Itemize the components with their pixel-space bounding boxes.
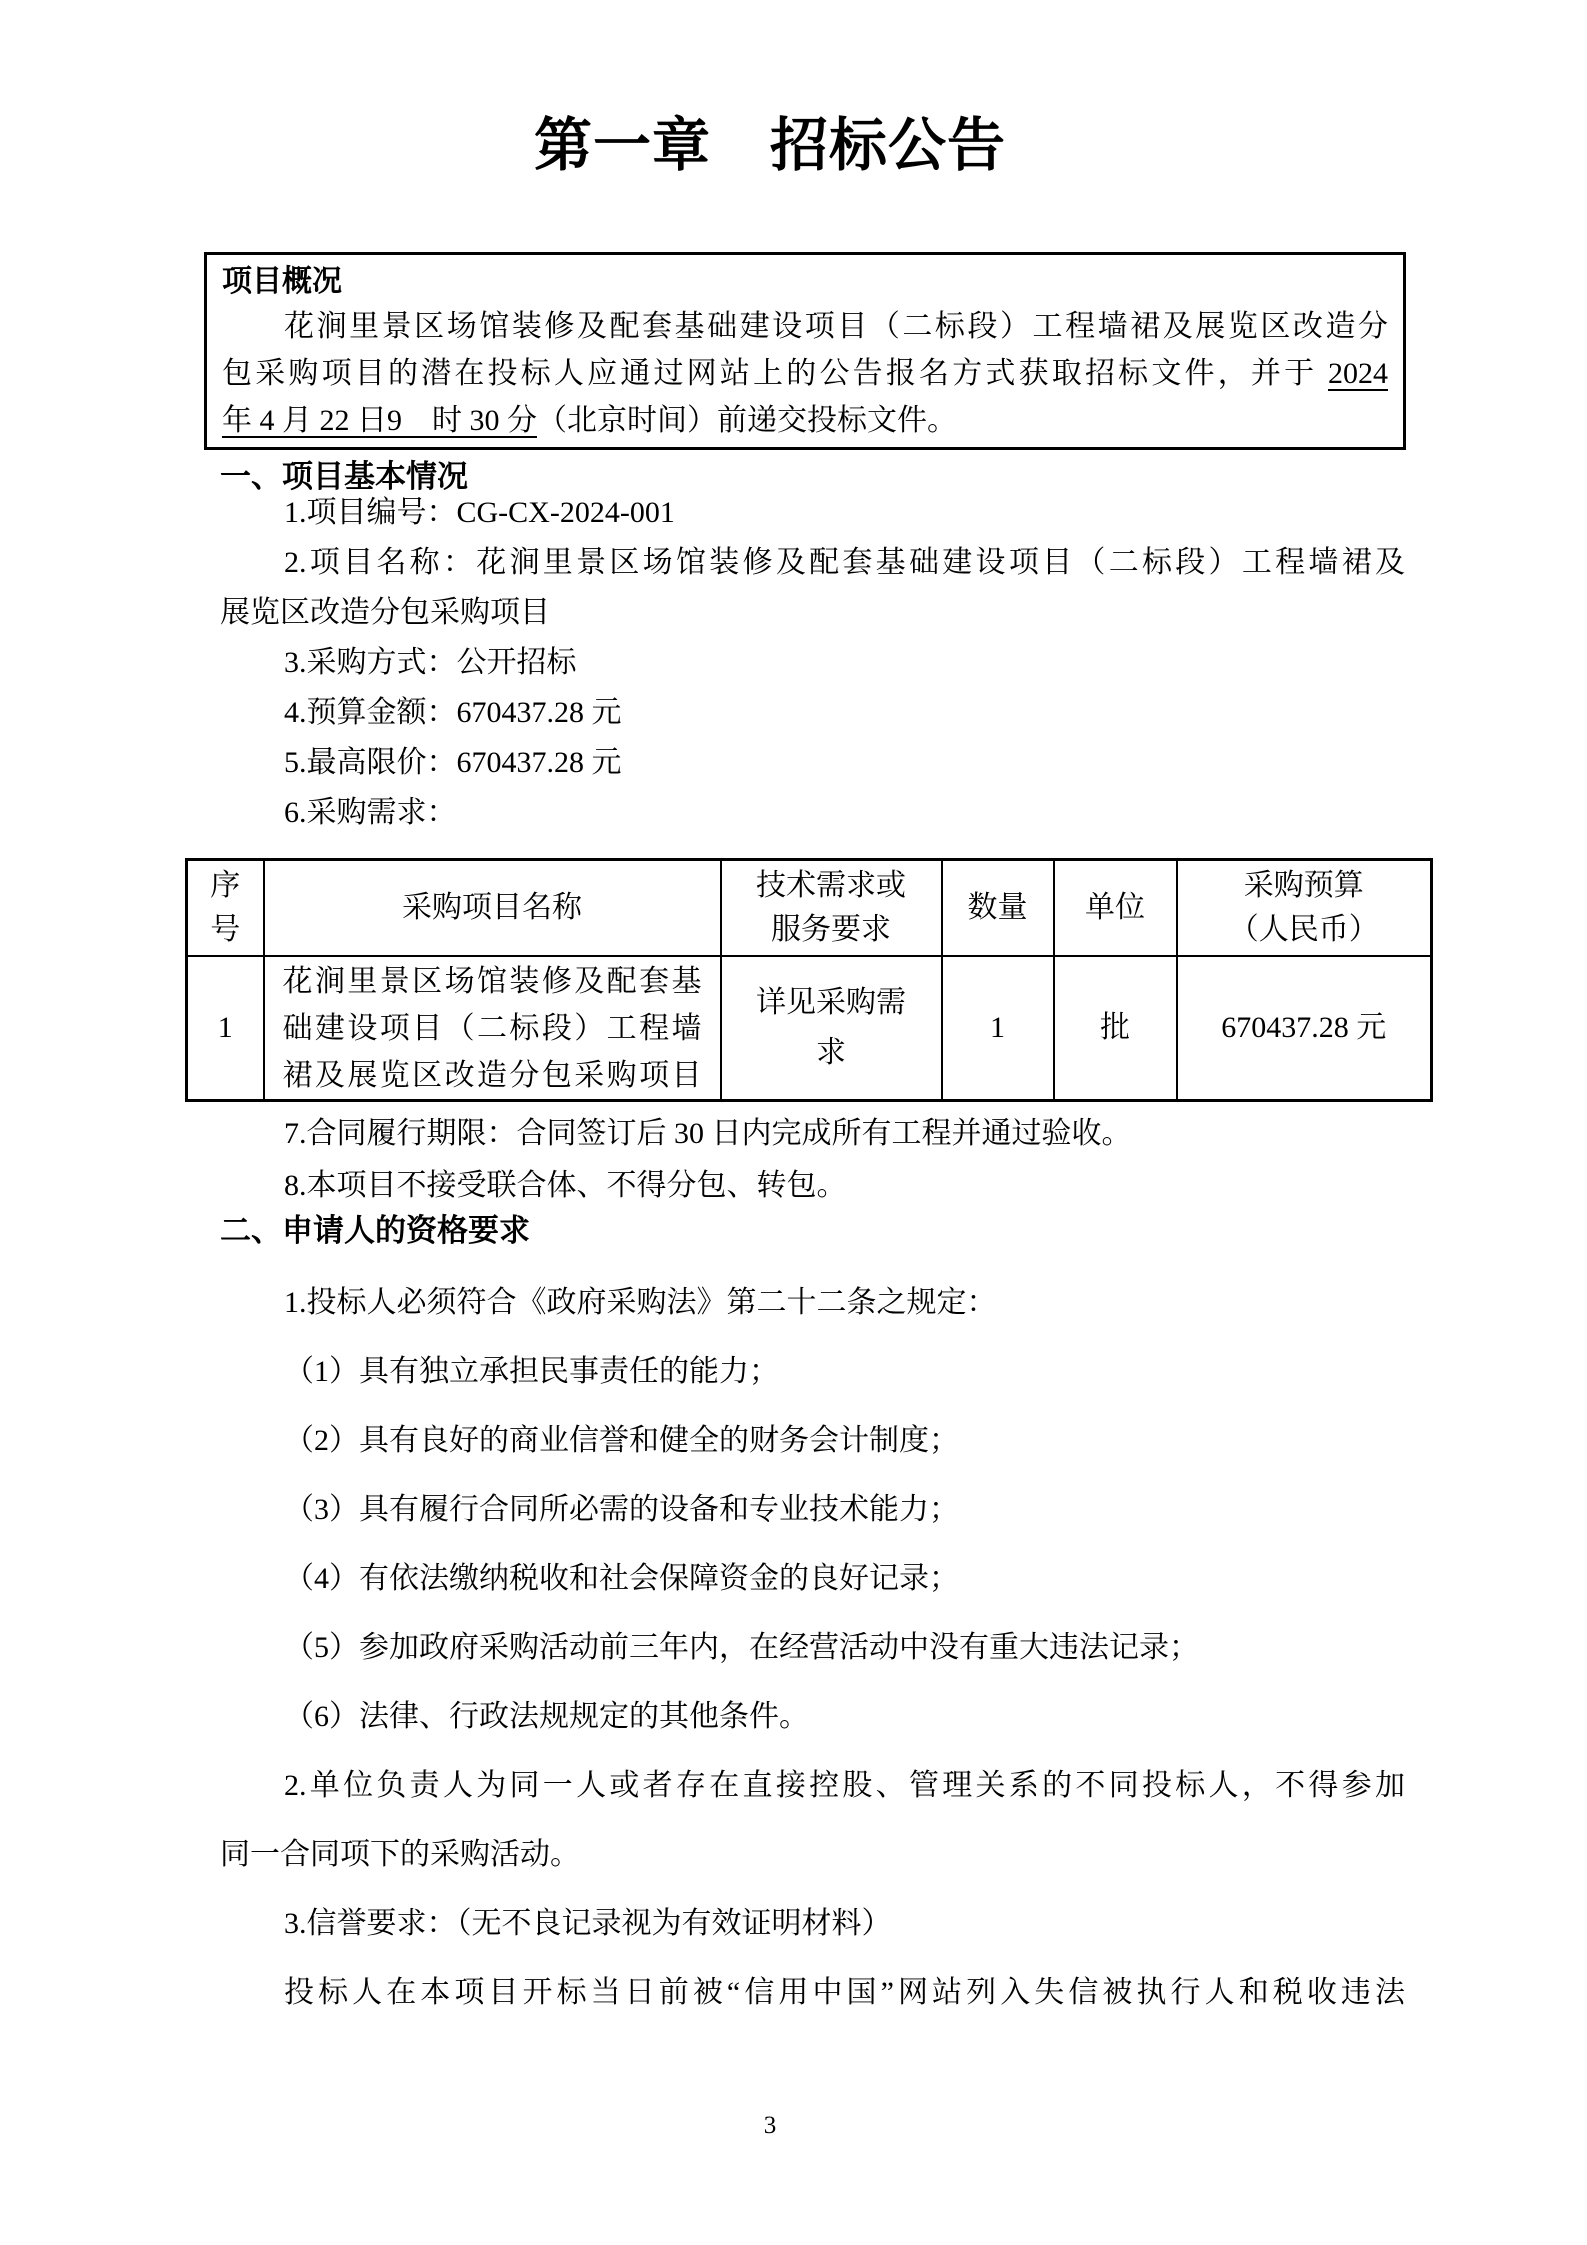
credit-china-line: 投标人在本项目开标当日前被“信用中国”网站列入失信被执行人和税收违法 xyxy=(284,1976,1405,2009)
item-budget-amount: 4.预算金额：670437.28 元 xyxy=(284,696,622,729)
item-project-name-line-2: 展览区改造分包采购项目 xyxy=(220,596,550,629)
th-tech-line2: 服务要求 xyxy=(771,913,891,946)
th-budget xyxy=(1177,860,1432,957)
th-seq xyxy=(187,860,264,957)
item-max-price: 5.最高限价：670437.28 元 xyxy=(284,746,622,779)
overview-paragraph-line-1: 花涧里景区场馆装修及配套基础建设项目（二标段）工程墙裙及展览区改造分 xyxy=(284,310,1388,343)
item-project-number: 1.项目编号：CG-CX-2024-001 xyxy=(284,496,675,529)
section-2-heading: 二、申请人的资格要求 xyxy=(220,1213,530,1248)
item-no-consortium: 8.本项目不接受联合体、不得分包、转包。 xyxy=(284,1169,847,1202)
cell-project-name-line1: 花涧里景区场馆装修及配套基 xyxy=(282,964,702,998)
cell-seq: 1 xyxy=(187,956,264,1101)
procurement-table xyxy=(185,858,1433,1102)
th-budget-line1: 采购预算 xyxy=(1243,869,1364,902)
requirement-line-5: （5）参加政府采购活动前三年内，在经营活动中没有重大违法记录； xyxy=(284,1631,1199,1664)
requirement-line-1: （1）具有独立承担民事责任的能力； xyxy=(284,1355,779,1388)
item-procurement-demand: 6.采购需求： xyxy=(284,796,457,829)
item-contract-period: 7.合同履行期限：合同签订后 30 日内完成所有工程并通过验收。 xyxy=(284,1117,1132,1150)
th-tech-line1: 技术需求或 xyxy=(756,869,906,902)
th-seq-line2: 号 xyxy=(210,913,241,946)
item-project-name-line-1: 2.项目名称：花涧里景区场馆装修及配套基础建设项目（二标段）工程墙裙及 xyxy=(284,546,1405,579)
deadline-year-underlined: 2024 xyxy=(1328,357,1388,390)
deadline-datetime-underlined: 年 4 月 22 日9 时 30 分 xyxy=(222,404,537,437)
cell-budget: 670437.28 元 xyxy=(1177,956,1432,1101)
section-1-items xyxy=(220,488,1405,838)
requirement-line-2: （2）具有良好的商业信誉和健全的财务会计制度； xyxy=(284,1424,959,1457)
section-2-body xyxy=(220,1268,1405,2027)
same-person-rule-line-2: 同一合同项下的采购活动。 xyxy=(220,1838,580,1871)
overview-line-3-text: （北京时间）前递交投标文件。 xyxy=(537,404,957,437)
requirement-line-4: （4）有依法缴纳税收和社会保障资金的良好记录； xyxy=(284,1562,959,1595)
th-unit: 单位 xyxy=(1054,860,1177,957)
th-seq-line1: 序 xyxy=(210,869,241,902)
table-header-row xyxy=(187,860,1432,957)
cell-unit: 批 xyxy=(1054,956,1177,1101)
th-qty: 数量 xyxy=(942,860,1054,957)
overview-paragraph-line-3 xyxy=(222,397,1388,444)
cell-project-name-line2: 础建设项目（二标段）工程墙 xyxy=(282,1011,702,1045)
cell-project-name xyxy=(264,956,721,1101)
cell-tech xyxy=(721,956,942,1101)
cell-project-name-line3: 裙及展览区改造分包采购项目 xyxy=(282,1058,702,1092)
cell-qty: 1 xyxy=(942,956,1054,1101)
page-title: 第一章 招标公告 xyxy=(533,113,1006,178)
cell-tech-line1: 详见采购需 xyxy=(756,986,906,1019)
requirement-line-6: （6）法律、行政法规规定的其他条件。 xyxy=(284,1700,809,1733)
th-tech xyxy=(721,860,942,957)
table-row xyxy=(187,956,1432,1101)
th-name: 采购项目名称 xyxy=(264,860,721,957)
page-number: 3 xyxy=(763,2112,777,2139)
item-procurement-method: 3.采购方式：公开招标 xyxy=(284,646,577,679)
requirement-intro: 1.投标人必须符合《政府采购法》第二十二条之规定： xyxy=(284,1286,997,1319)
overview-box xyxy=(204,252,1406,450)
th-budget-line2: （人民币） xyxy=(1228,913,1379,946)
overview-paragraph-line-2 xyxy=(222,350,1388,397)
post-table-items xyxy=(220,1108,1405,1212)
cell-tech-line2: 求 xyxy=(816,1036,846,1069)
requirement-line-3: （3）具有履行合同所必需的设备和专业技术能力； xyxy=(284,1493,959,1526)
same-person-rule-line-1: 2.单位负责人为同一人或者存在直接控股、管理关系的不同投标人，不得参加 xyxy=(284,1769,1405,1802)
overview-heading: 项目概况 xyxy=(222,265,342,298)
credit-requirement: 3.信誉要求：（无不良记录视为有效证明材料） xyxy=(284,1907,892,1940)
overview-line-2-text: 包采购项目的潜在投标人应通过网站上的公告报名方式获取招标文件，并于 xyxy=(222,357,1328,390)
section-1-heading: 一、项目基本情况 xyxy=(220,459,468,494)
